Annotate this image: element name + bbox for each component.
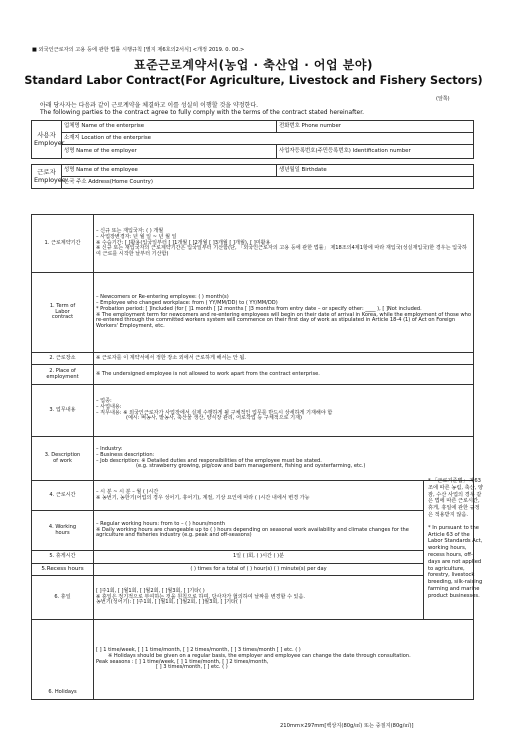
hours-en-label: 4. Working hours <box>32 511 94 551</box>
holiday-ko-label: 6. 휴일 <box>32 576 94 620</box>
employee-label: 근로자 Employee <box>32 165 62 189</box>
hours-en-content[interactable]: – Regular working hours: from to – ( ) hours/month ※ Daily working hours are changeable up to ( ) hours depending on seasonal work availability and climate changes for the agriculture and fisheries industry (e.g. peak and off-seasons) <box>94 511 424 551</box>
terms-table <box>31 214 474 700</box>
recess-en-content[interactable]: ( ) times for a total of ( ) hour(s) ( ) minute(s) per day <box>94 564 424 576</box>
holiday-ko-content[interactable]: [ ]주1회, [ ]월1회, [ ]월2회, [ ]월3회, [ ]기타( ) ※ 휴일은 정기적으로 부여하는 것을 원칙으로 하며, 당사자가 협의하여 날짜를 변경할 수 있음. 농번기(성어기): [ ]주1회, [ ]월1회, [ ]월2회, [ ]월3회, [ ]기타( ) <box>94 576 424 620</box>
term-en-content[interactable]: – Newcomers or Re-entering employee: ( ) month(s) – Employee who changed workplace: from ( YY/MM/DD) to ( YY/MM/DD) * Probation period: [ ]Included (for [ ]1 month [ ]2 months [ ]3 months from entry date – or specify other: ____ ), [ ]Not included. ※ The employment term for newcomers and re-entering employees will begin on their date of arrival in Korea, while the employment of those who re-entered through the committed workers system will commence on their first day of work as stipulated in Article 18-4 (1) of Act on Foreign Workers' Employment, etc. <box>94 273 474 353</box>
recess-ko-content[interactable]: 1일 ( )회, ( )시간 ( )분 <box>94 551 424 564</box>
id-number-field[interactable]: 사업자등록번호(주민등록번호) Identification number <box>277 145 474 159</box>
term-ko-content[interactable]: – 신규 또는 재입국자: ( ) 개월 – 사업장변경자: 년 월 일 ~ 년 월 일 ※ 수습기간: [ ]활용(입국일부터 [ ]1개월 [ ]2개월 [ ]3개월 [ ]개월), [ ]미활용 ※ 신규 또는 재입국자의 근로계약기간은 입국일부터 기산함(단, 「외국인근로자의 고용 등에 관한 법률」 제18조의4제1항에 따라 재입국(성실재입국)한 경우는 입국하여 근로를 시작한 날부터 기산함) <box>94 215 474 273</box>
hours-ko-label: 4. 근로시간 <box>32 481 94 511</box>
place-en-label: 2. Place of employment <box>32 365 94 385</box>
place-en-content: ※ The undersigned employee is not allowed to work apart from the contract enterprise. <box>94 365 474 385</box>
location-field[interactable]: 소재지 Location of the enterprise <box>62 133 474 145</box>
duty-ko-content[interactable]: – 업종: – 사업내용: – 직무내용: ※ 외국인근로자가 사업장에서 실제 수행하게 될 구체적인 업무를 반드시 상세하게 기재해야 함 (예시: 벼농사, 밭농사, 축산물 생산, 양식장 관리, 어로작업 등 구체적으로 기재) <box>94 385 474 437</box>
duty-en-content[interactable]: – Industry: – Business description: – Job description: ※ Detailed duties and responsibilities of the employee must be stated. (e.g. strawberry growing, pig/cow and barn management, fishing and oysterfarming, etc.) <box>94 437 474 481</box>
intro-text <box>40 102 364 117</box>
place-ko-label: 2. 근로장소 <box>32 353 94 365</box>
term-en-label: 1. Term of Labor contract <box>32 273 94 353</box>
duty-en-label: 3. Description of work <box>32 437 94 481</box>
sidenote-english: * In pursuant to the Article 63 of the Labor Standards Act, working hours, recess hours, off-days are not applied to agriculture, forestry, livestock breeding, silk-raising farming and marine product businesses. <box>428 524 483 599</box>
regulation-header: ■ 외국인근로자의 고용 등에 관한 법률 시행규칙 [별지 제6호의2서식] <개정 2019. 0. 00.> <box>32 47 245 53</box>
duty-ko-label: 3. 업무내용 <box>32 385 94 437</box>
intro-english: The following parties to the contract agree to fully comply with the terms of the contract stated hereinafter. <box>40 109 365 117</box>
holiday-en-label: 6. Holidays <box>32 620 94 700</box>
title-korean: 표준근로계약서(농업 · 축산업 · 어업 분야) <box>134 58 373 72</box>
enterprise-name-field[interactable]: 업체명 Name of the enterprise <box>62 121 277 133</box>
holiday-en-content[interactable]: [ ] 1 time/week, [ ] 1 time/month, [ ] 2 times/month, [ ] 3 times/month [ ] etc. ( ) ※ Holidays should be given on a regular basis, the employer and employee can change the date through consultation. Peak seasons : [ ] 1 time/week, [ ] 1 time/month, [ ] 2 times/month, [ ] 3 times/month, [ ] etc. ( ) <box>94 620 474 700</box>
birthdate-field[interactable]: 생년월일 Birthdate <box>277 165 474 177</box>
sidenote-korean: * 「근로기준법」 제63조에 따른 농림, 축산, 양잠, 수산 사업의 경우 같은 법에 따른 근로시간, 휴게, 휴일에 관한 규정은 적용받지 않음. <box>428 478 483 518</box>
hours-ko-content[interactable]: – 시 분 ~ 시 분 – 월 ( )시간 ※ 농번기, 농한기(어업의 경우 성어기, 휴어기), 계절, 기상 요인에 따라 ( )시간 내에서 변경 가능 <box>94 481 424 511</box>
parties-table <box>31 120 474 189</box>
term-ko-label: 1. 근로계약기간 <box>32 215 94 273</box>
paper-spec-footer: 210mm×297mm[백상지(80g/㎡) 또는 중질지(80g/㎡)] <box>280 723 414 729</box>
intro-korean: 아래 당사자는 다음과 같이 근로계약을 체결하고 이를 성실히 이행할 것을 약정한다. <box>40 102 259 109</box>
home-address-field[interactable]: 본국 주소 Address(Home Country) <box>62 177 474 189</box>
title-english: Standard Labor Contract(For Agriculture, Livestock and Fishery Sectors) <box>24 74 483 87</box>
place-ko-content: ※ 근로자를 이 계약서에서 정한 장소 외에서 근로하게 해서는 안 됨. <box>94 353 474 365</box>
recess-en-label: 5.Recess hours <box>32 564 94 576</box>
phone-field[interactable]: 전화번호 Phone number <box>277 121 474 133</box>
employer-label: 사용자 Employer <box>32 121 62 159</box>
sidenote <box>428 478 484 606</box>
employer-name-field[interactable]: 성명 Name of the employer <box>62 145 277 159</box>
employee-name-field[interactable]: 성명 Name of the employee <box>62 165 277 177</box>
page-side-label: (앞쪽) <box>436 96 450 102</box>
recess-ko-label: 5. 휴게시간 <box>32 551 94 564</box>
